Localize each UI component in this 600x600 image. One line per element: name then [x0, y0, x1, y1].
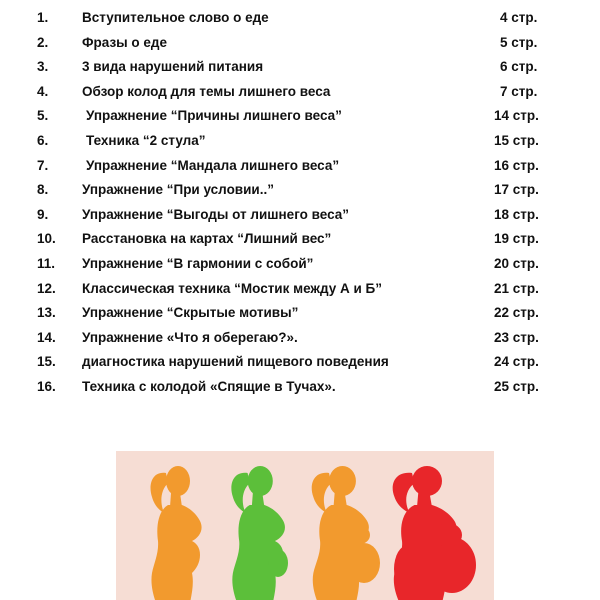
toc-title: Техника “2 стула”	[86, 132, 206, 148]
toc-number: 14.	[37, 329, 56, 345]
obese-silhouette	[393, 466, 476, 600]
toc-title: диагностика нарушений пищевого поведения	[82, 354, 389, 370]
toc-title: Обзор колод для темы лишнего веса	[82, 83, 331, 99]
toc-page: 23 стр.	[494, 329, 539, 345]
weight-silhouettes-illustration	[116, 451, 494, 600]
toc-title: Упражнение “В гармонии с собой”	[82, 255, 314, 271]
toc-title: Упражнение “Выгоды от лишнего веса”	[82, 206, 350, 222]
toc-page: 18 стр.	[494, 206, 539, 222]
toc-row	[0, 350, 600, 375]
slim-silhouette	[151, 466, 202, 600]
toc-row	[0, 301, 600, 326]
toc-number: 16.	[37, 378, 56, 394]
toc-page: 19 стр.	[494, 231, 539, 247]
toc-page: 24 стр.	[494, 354, 539, 370]
toc-number: 10.	[37, 231, 56, 247]
toc-title: Упражнение “Скрытые мотивы”	[82, 305, 299, 321]
toc-page: 17 стр.	[494, 182, 539, 198]
toc-number: 5.	[37, 108, 49, 124]
toc-number: 8.	[37, 182, 49, 198]
toc-row	[0, 375, 600, 400]
toc-page: 16 стр.	[494, 157, 539, 173]
toc-title: Классическая техника “Мостик между А и Б”	[82, 280, 382, 296]
toc-row	[0, 129, 600, 154]
toc-row	[0, 326, 600, 351]
silhouettes-image	[116, 451, 494, 600]
toc-page: 20 стр.	[494, 255, 539, 271]
toc-title: Техника с колодой «Спящие в Тучах».	[82, 378, 336, 394]
toc-row	[0, 178, 600, 203]
toc-title: Вступительное слово о еде	[82, 10, 269, 25]
toc-number: 11.	[37, 255, 56, 271]
toc-title: Упражнение “Причины лишнего веса”	[86, 108, 342, 124]
toc-page: 5 стр.	[500, 34, 538, 50]
toc-row	[0, 227, 600, 252]
toc-title: Упражнение “При условии..”	[82, 182, 274, 198]
toc-number: 2.	[37, 34, 49, 50]
toc-number: 3.	[37, 59, 49, 75]
toc-title: Упражнение “Мандала лишнего веса”	[86, 157, 340, 173]
toc-page: 22 стр.	[494, 305, 539, 321]
toc-number: 13.	[37, 305, 56, 321]
toc-title: Расстановка на картах “Лишний вес”	[82, 231, 332, 247]
toc-row	[0, 6, 600, 31]
toc-row	[0, 203, 600, 228]
toc-row	[0, 154, 600, 179]
toc-title: Фразы о еде	[82, 34, 168, 50]
toc-row	[0, 31, 600, 56]
toc-number: 9.	[37, 206, 49, 222]
toc-page: 6 стр.	[500, 59, 538, 75]
toc-row	[0, 252, 600, 277]
toc-row	[0, 80, 600, 105]
toc-number: 1.	[37, 10, 49, 25]
toc-number: 7.	[37, 157, 49, 173]
toc-title: Упражнение «Что я оберегаю?».	[82, 329, 298, 345]
average-silhouette	[231, 466, 288, 600]
overweight-silhouette	[312, 466, 380, 600]
toc-number: 12.	[37, 280, 56, 296]
toc-row	[0, 55, 600, 80]
toc-number: 4.	[37, 83, 49, 99]
toc-page: 7 стр.	[500, 83, 538, 99]
toc-page: 21 стр.	[494, 280, 539, 296]
toc-number: 15.	[37, 354, 56, 370]
toc-row	[0, 104, 600, 129]
toc-page: 14 стр.	[494, 108, 539, 124]
toc-page: 15 стр.	[494, 132, 539, 148]
toc-page: 25 стр.	[494, 378, 539, 394]
toc-title: 3 вида нарушений питания	[82, 59, 264, 75]
table-of-contents	[0, 6, 600, 400]
toc-number: 6.	[37, 132, 49, 148]
toc-row	[0, 277, 600, 302]
toc-page: 4 стр.	[500, 10, 538, 25]
